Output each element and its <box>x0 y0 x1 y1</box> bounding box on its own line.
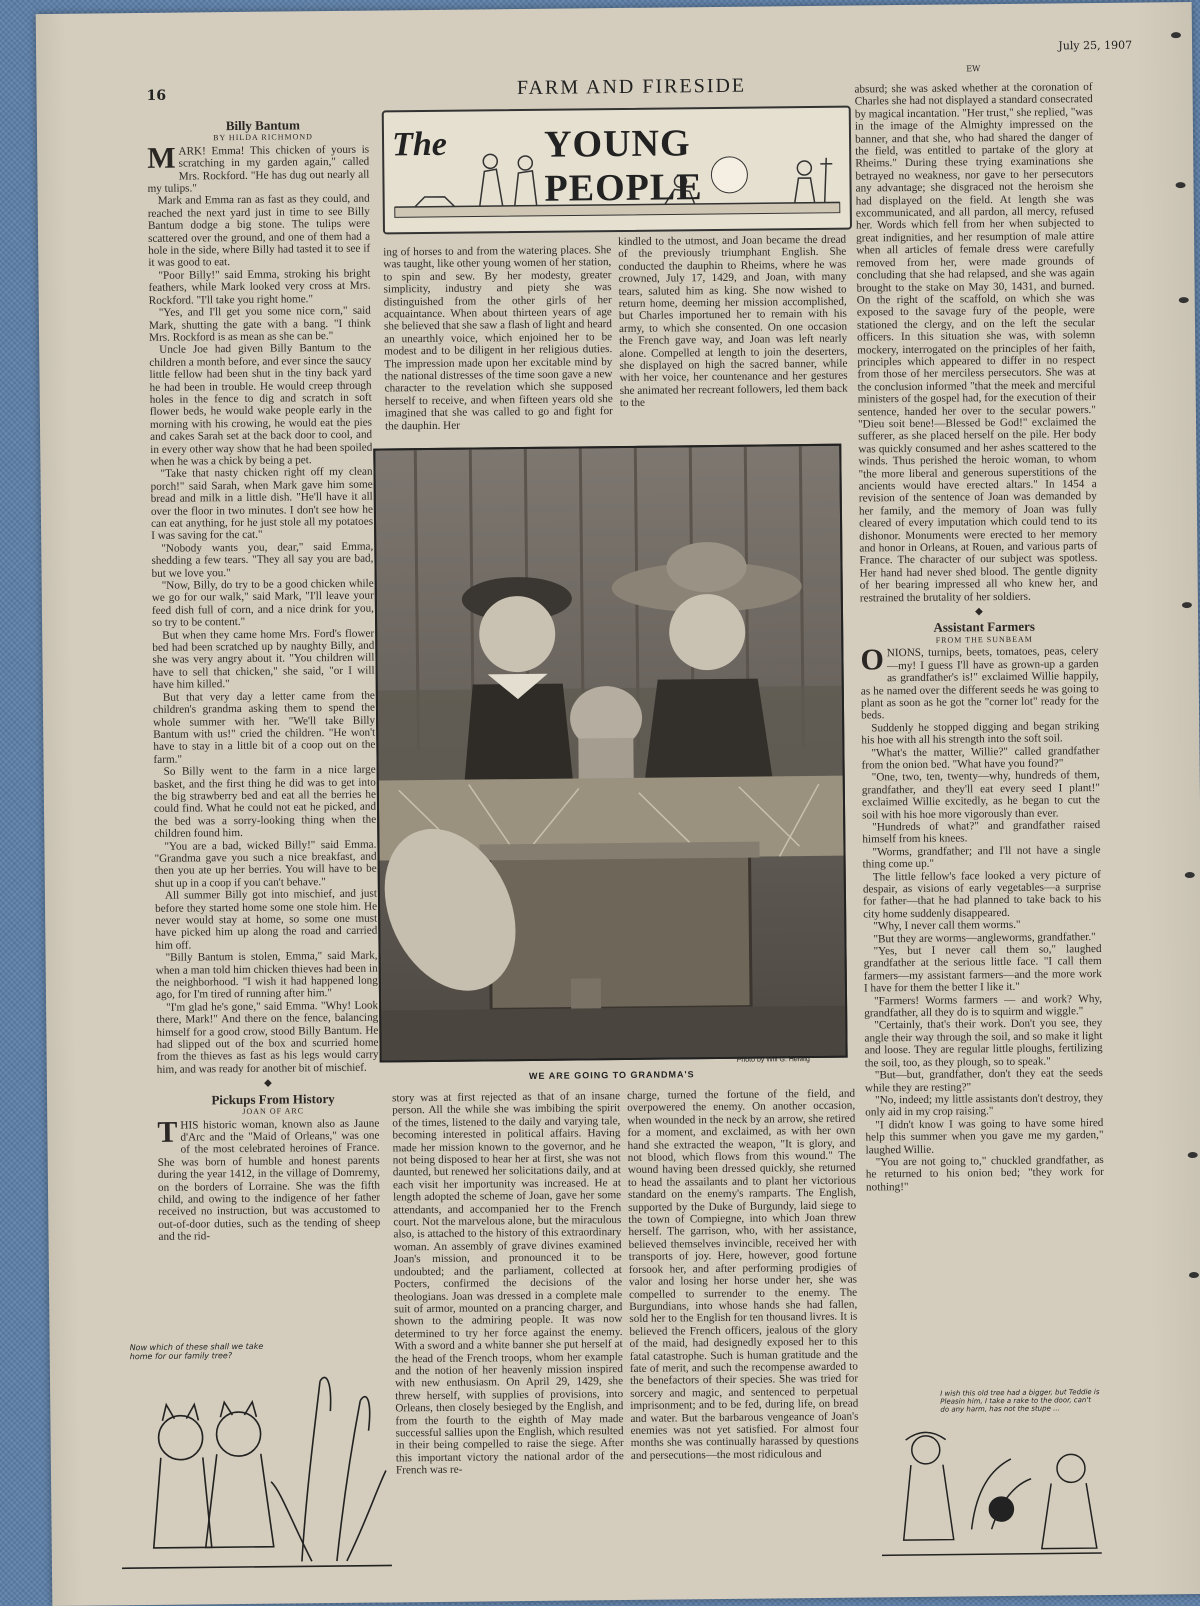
assistant-paragraph: "I didn't know I was going to have some hired help this summer when you gave me my garden," laughed Willie. <box>865 1116 1104 1156</box>
binding-hole <box>1176 182 1186 188</box>
billy-bantum-byline: BY HILDA RICHMOND <box>213 132 313 143</box>
assistant-paragraph: "You are not going to," chuckled grandfather, as he returned to his onion bed; "they work for nothing!" <box>865 1153 1104 1194</box>
assistant-paragraph: "Why, I never call them worms." <box>873 919 1021 933</box>
joan-text: charge, turned the fortune of the field, and overpowered the enemy. On another occasion, when wounded in the neck by an arrow, she retired for a moment, and exclaimed, as with her own hand she extracted the weapon, "It is glory, and not blood, which flows from this wound." The wound having been dressed quickly, she returned to head the assailants and to plant her victorious standard on the enemy's ramparts. The English, supported by the Duke of Burgundy, laid siege to the town of Compiegne, into which Joan threw herself. The garrison, who, with her assistance, believed themselves invincible, received her with transports of joy. Here, however, good fortune forsook her, and after performing prodigies of valor and losing her horse under her, she was compelled to surrender to the enemy. The Burgundians, into whose hands she had fallen, sold her to the English for ten thousand livres. It is believed the French officers, jealous of the glory of the maid, had designedly exposed her to this fatal catastrophe. Such is human gratitude and the fate of merit, and such the recompense awarded to the benefactors of their species. She was tried for sorcery and magic, and sentenced to perpetual imprisonment; and to be fed, during life, on bread and water. But the barbarous vengeance of Joan's enemies was not yet satisfied. For almost four months she was continually harassed by questions and persecutions—the most ridiculous and <box>626 1087 859 1462</box>
young-people-banner <box>382 106 852 235</box>
photo-credit: Photo by Will G. Helwig <box>736 1056 810 1064</box>
pickups-paragraph: HIS historic woman, known also as Jaune d'Arc and the "Maid of Orleans," was one of the most celebrated heroines of France. She was born of humble and honest parents during the year 1412, in the village of Domremy, on the borders of Lorraine. She was the fifth child, and owing to the indigence of her father received no instruction, but was accustomed to out-of-door duties, such as the tending of sheep and the rid- <box>157 1117 381 1244</box>
banner-the: The <box>391 125 448 164</box>
assistant-farmers-title: Assistant Farmers <box>933 619 1035 636</box>
billy-paragraph: "Yes, and I'll get you some nice corn," said Mark, shutting the gate with a bang. "I think Mrs. Rockford is as mean as she can be." <box>148 304 372 344</box>
billy-paragraph: All summer Billy got into mischief, and just before they started home some one stole him. He never would stay at home, so some one must have picked him up along the road and carried him off. <box>155 887 378 952</box>
assistant-farmers-byline: FROM THE SUNBEAM <box>935 634 1033 645</box>
assistant-paragraph: "Hundreds of what?" and grandfather raised himself from his knees. <box>862 818 1101 846</box>
newspaper-page <box>36 2 1200 1606</box>
billy-paragraph: "Take that nasty chicken right off my clean porch!" said Sarah, when Mark gave him some bread and milk in a little dish. "He'll have it all over the floor in two minutes. I don't see how he can eat anything, for he just stole all my potatoes I was saving for the cat." <box>150 465 374 543</box>
joan-column-2-bottom <box>392 1090 625 1562</box>
cats-cartoon-caption: Now which of these shall we take home for our family tree? <box>129 1341 264 1362</box>
paper-title: FARM AND FIRESIDE <box>516 74 747 100</box>
billy-paragraph: "Nobody wants you, dear," said Emma, shedding a few tears. "They all say you are bad, but we love you." <box>151 540 374 580</box>
cats-illustration <box>120 1340 392 1583</box>
photo-children-with-dog <box>373 444 847 1063</box>
binding-hole <box>1182 602 1192 608</box>
billy-bantum-title: Billy Bantum <box>225 117 300 134</box>
assistant-paragraph: NIONS, turnips, beets, tomatoes, peas, celery—my! I guess I'll have as grown-up a garden as grandfather's is!" exclaimed Willie happily, as he named over the different seeds he was going to plant as soon as he got the "corner lot" ready for the beds. <box>860 645 1100 722</box>
billy-paragraph: "Billy Bantum is stolen, Emma," said Mark, when a man told him chicken thieves had been in the neighborhood. "I wish it had happened long ago, for I'm tired of running after him." <box>155 949 378 1002</box>
assistant-paragraph: "Yes, but I never call them so," laughed grandfather at the serious little face. "I call them farmers—my assistant farmers—and the more work I have for them the better I like it." <box>863 943 1102 995</box>
billy-paragraph: Mark and Emma ran as fast as they could, and reached the next yard just in time to see Billy Bantum dodge a big stone. The tulips were scattered over the ground, and one of them had a hole in the side, where Billy had tasted it to see if it was good to eat. <box>147 193 371 270</box>
joan-text: ing of horses to and from the watering places. She was taught, like other young women of her station, to spin and sew. By her modesty, greater simplicity, industry and piety she was distinguished from the other girls of her acquaintance. When about thirteen years of age she believed that she saw a flash of light and heard an unearthly voice, which enjoined her to be modest and to be diligent in her religious duties. The impression made upon her excitable mind by the national distresses of the time soon gave a new character to the revelation which she supposed herself to receive, and when fifteen years old she imagined that she was called to go and fight for the dauphin. Her <box>383 244 613 433</box>
billy-paragraph: "Poor Billy!" said Emma, stroking his bright feathers, while Mark looked very cross at Mrs. Rockford. "I'll take you right home." <box>148 267 371 307</box>
billy-paragraph: But when they came home Mrs. Ford's flower bed had been scratched up by naughty Billy, and she was very angry about it. "You children will have to sell that chicken," she said, "or I will have him killed." <box>152 627 375 692</box>
assistant-paragraph: "But they are worms—angleworms, grandfather." <box>873 930 1096 945</box>
joan-column-3-bottom <box>627 1088 860 1560</box>
column-1 <box>147 119 381 1244</box>
binding-hole <box>1189 1272 1199 1278</box>
assistant-paragraph: "But—but, grandfather, don't they eat the seeds while they are resting?" <box>864 1067 1103 1094</box>
binding-hole <box>1188 1152 1198 1158</box>
billy-paragraph: "Now, Billy, do try to be a good chicken while we go for our walk," said Mark, "I'll leave your feed dish full of corn, and a nice drink for you, so try to be content." <box>151 577 375 630</box>
photo-caption: WE ARE GOING TO GRANDMA'S <box>528 1069 695 1081</box>
assistant-paragraph: Suddenly he stopped digging and began striking his hoe with all his strength into the soft soil. <box>861 719 1100 747</box>
page-number: 16 <box>146 87 167 104</box>
assistant-paragraph: "No, indeed; my little assistants don't destroy, they only aid in my crop raising." <box>865 1091 1104 1119</box>
ornament: ◆ <box>975 606 983 618</box>
billy-paragraph: Uncle Joe had given Billy Bantum to the children a month before, and ever since the saucy little fellow had been shut in the tiny back yard he had been in trouble. He would creep through holes in the fence to dig and scratch in soft flower beds, he would wake people early in the morning with his crowing, he would eat the pies and cakes Sarah set at the back door to cool, and in every other way show that he had been spoiled when he was a chick by being a pet. <box>149 341 373 468</box>
billy-paragraph: "I'm glad he's gone," said Emma. "Why! Look there, Mark!" And there on the fence, balancing himself for a good crow, stood Billy Bantum. He had slipped out of the box and scurried home from the thieves as fast as his legs would carry him, and was ready for another bit of mischief. <box>156 999 379 1076</box>
pickups-dropcap: T <box>157 1115 178 1149</box>
billy-paragraph: ARK! Emma! This chicken of yours is scratching in my garden again," called Mrs. Rockford. "He has dug out nearly all my tulips." <box>147 143 370 195</box>
garden-cartoon <box>880 1388 1102 1565</box>
issue-date: July 25, 1907 <box>1058 38 1133 53</box>
assistant-paragraph: "Certainly, that's their work. Don't you see, they angle their way through the soil, and so make it light and loose. They are regular little ploughs, fertilizing the soil, too, as they plough, so to speak." <box>864 1017 1103 1070</box>
binding-hole <box>1171 32 1181 38</box>
joan-text: absurd; she was asked whether at the coronation of Charles she had not displayed a standard consecrated by magical incantation. "Her trust," she replied, "was in the image of the Almighty impressed on the banner, and that she, who had shared the danger of the field, was entitled to partake of the glory at Rheims." During these trying examinations she betrayed no weakness, nor gave to her persecutors any advantage; she disgraced not the heroism she had displayed on the field. At length she was excommunicated, and all pardon, all mercy, refused her. Words which fell from her when subjected to great indignities, and her resumption of male attire when all articles of female dress were carefully removed from her, were made grounds of concluding that she had relapsed, and she was again brought to the stake on May 30, 1431, and burned. On the right of the scaffold, on which she was exposed to the savage fury of the people, were stationed the clergy, and on the left the secular officers. In this situation she was, with solemn mockery, interrogated on the principles of her faith, principles which appeared to differ in no respect from those of her merciless persecutors. She was at the conclusion informed "that the meek and merciful ministers of the gospel had, for the execution of their sentence, handed her over to the secular powers." "Dieu soit bene!—Blessed be God!" exclaimed the sufferer, as she placed herself on the pile. Her body was quickly consumed and her ashes scattered to the winds. Thus perished the heroic woman, to whom "the more liberal and generous superstitions of the ancients would have erected altars." In 1454 a revision of the sentence of Joan was demanded by her family, and the memory of Joan was fully cleared of every imputation which could tend to its dishonor. Monuments were erected to her memory and honor in Orleans, at Rouen, and various parts of France. The character of our subject was spotless. Her hand had never shed blood. The gentle dignity of her bearing impressed all who knew her, and restrained the brutality of her soldiers. <box>854 81 1098 605</box>
assistant-dropcap: O <box>860 643 885 677</box>
assistant-paragraph: "Farmers! Worms farmers — and work? Why, grandfather, all they do is to squirm and wiggle." <box>864 992 1103 1020</box>
column-4 <box>854 81 1104 1194</box>
joan-text: story was at first rejected as that of an insane person. All the while she was imbibing the spirit of the times, listened to the daily and varying tale, becoming interested in political affairs. Having made her mission known to the governor, and he not being disposed to hear her at first, she was not daunted, but renewed her solicitations daily, and at each visit her importunity was increased. He at length adopted the scheme of Joan, gave her some attendants, and accompanied her to the French court. Not the marvelous alone, but the miraculous also, is attached to the history of this extraordinary woman. An assembly of grave divines examined Joan's mission, and pronounced it to be undoubted; and the parliament, collected at Pocters, confirmed the decisions of the theologians. Joan was dressed in a complete male suit of armor, mounted on a prancing charger, and shown to the admiring people. It was now determined to try her force against the enemy. With a sword and a white banner she put herself at the head of the French troops, whom her example and the notion of her heavenly mission inspired with new enthusiasm. On April 29, 1429, she threw herself, with supplies of provisions, into Orleans, then closely besieged by the English, and from the fourth to the eighth of May made successful sallies upon the English, which resulted in their being compelled to raise the siege. After this important victory the national ardor of the French was re- <box>392 1090 624 1477</box>
banner-title: YOUNG PEOPLE <box>543 122 703 210</box>
billy-paragraph: So Billy went to the farm in a nice large basket, and the first thing he did was to get into the big strawberry bed and eat all the berries he could find. What he could not eat he picked, and the bed was a sorry-looking thing when the children found him. <box>153 763 377 841</box>
corner-mark: EW <box>966 64 981 74</box>
assistant-paragraph: The little fellow's face looked a very picture of despair, as visions of early vegetables—a surprise for father—that he had planned to take back to his city home suddenly disappeared. <box>862 868 1102 921</box>
pickups-byline: JOAN OF ARC <box>242 1106 305 1117</box>
joan-column-3-top <box>618 234 848 434</box>
billy-dropcap: M <box>147 141 176 175</box>
joan-text: kindled to the utmost, and Joan became the dread of the previously triumphant English. She conducted the dauphin to Rheims, where he was crowned, July 17, 1429, and Joan, with many tears, saluted him as king. She now wished to return home, deeming her mission accomplished, but Charles importuned her to remain with his army, to which she consented. On one occasion the French gave way, and Joan was left nearly alone. Compelled at length to join the deserters, she displayed on high the sacred banner, while with her voice, her countenance and her gestures she animated her recreant followers, led them back to the <box>618 233 848 410</box>
assistant-paragraph: "Worms, grandfather; and I'll not have a single thing come up." <box>862 843 1101 871</box>
binding-hole <box>1185 872 1195 878</box>
garden-cartoon-caption: I wish this old tree had a bigger, but Teddie is Pleasin him, I take a rake to the door, can't do any harm, has not the stupe ... <box>940 1388 1100 1414</box>
garden-illustration <box>880 1388 1102 1565</box>
cats-cartoon <box>120 1340 392 1583</box>
assistant-paragraph: "One, two, ten, twenty—why, hundreds of them, grandfather, and they'll eat every seed I plant!" exclaimed Willie excitedly, as he began to cut the soil with his hoe more vigorously than ever. <box>861 769 1101 822</box>
ornament: ◆ <box>263 1077 272 1090</box>
billy-paragraph: "You are a bad, wicked Billy!" said Emma. "Grandma gave you such a nice breakfast, and then you ate up her berries. You will have to be shut up in a coop if you can't behave." <box>154 838 377 890</box>
assistant-paragraph: "What's the matter, Willie?" called grandfather from the onion bed. "What have you found?" <box>861 744 1100 772</box>
binding-hole <box>1179 297 1189 303</box>
photo-illustration <box>375 446 845 1061</box>
billy-paragraph: But that very day a letter came from the children's grandma asking them to spend the whole summer with her. "We'll take Billy Bantum with us!" cried the children. "He won't have to stay in a little bit of a coop out on the farm." <box>152 689 376 766</box>
pickups-title: Pickups From History <box>211 1090 335 1108</box>
joan-column-2-top <box>383 244 613 436</box>
